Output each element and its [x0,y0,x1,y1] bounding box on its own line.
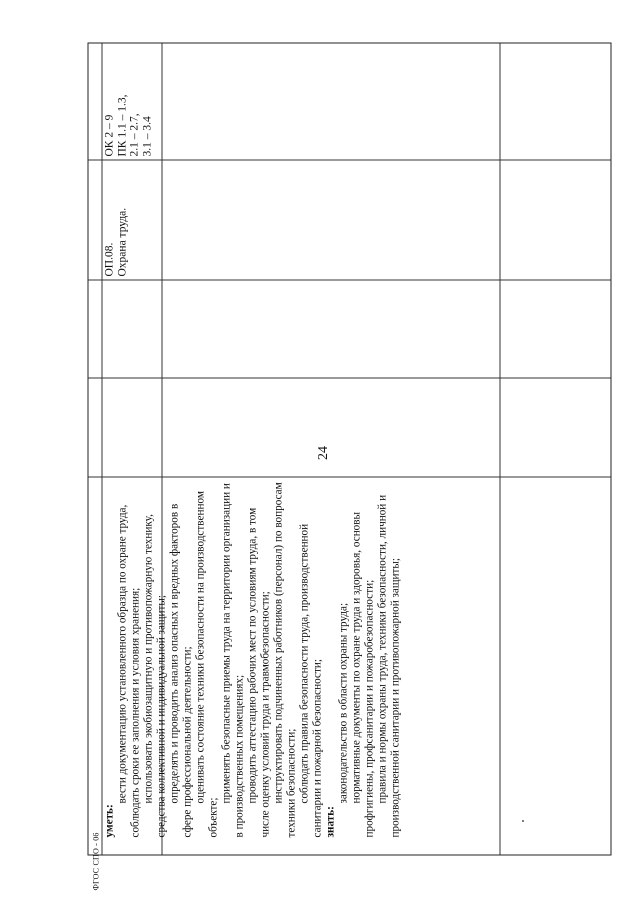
discipline-name: Охрана труда. [115,207,128,276]
table-divider [101,43,102,854]
page-number: 24 [316,446,331,460]
table-divider [88,476,610,477]
competency-line: ПК 1.1 – 1.3, [115,94,128,156]
knowledge-item: нормативные документы по охране труда и здоровья, основы профгигиены, профсанитарии и пожаробезопасности; [350,511,375,837]
footer-standard-label [91,827,101,897]
skill-item: применять безопасные приемы труда на территории организации и в производственных помещениях; [220,482,245,837]
footer-text: ФГОС СПО - 06 [91,832,101,891]
competency-line: 2.1 – 2.7, [128,112,140,156]
knowledge-label: знать: [324,805,336,837]
table-divider [88,159,610,160]
skill-item: оценивать состояние техники безопасности на производственном объекте; [194,490,219,837]
skill-item: инструктировать подчиненных работников (персонал) по вопросам техники безопасности; [272,481,297,837]
skill-item: вести документацию установленного образца по охране труда, соблюдать сроки ее заполнения и условия хранения; [116,504,141,837]
competencies-cell [103,44,153,156]
table-divider [88,279,610,280]
competency-line: 3.1 – 3.4 [140,115,153,156]
table-divider [88,377,610,378]
knowledge-item: законодательство в области охраны труда; [337,602,349,803]
discipline-cell [103,164,128,276]
skill-item: соблюдать правила безопасности труда, производственной санитарии и пожарной безопасности; [298,523,323,837]
skill-item: использовать экобиозащитную и противопожарную технику, средства коллективной и индивидуальной защиты; [142,513,167,837]
requirements-table [87,42,611,855]
skills-knowledge-cell [103,481,608,837]
competency-line: ОК 2 – 9 [103,114,115,156]
discipline-code: ОП.08. [103,242,115,276]
skill-item: определять и проводить анализ опасных и вредных факторов в сфере профессиональной деятельности; [168,503,193,837]
requirements-table-body [87,42,611,855]
skill-item: проводить аттестацию рабочих мест по условиям труда, в том числе оценку условий труда и травмобезопасности; [246,507,271,837]
skills-label: уметь: [103,803,115,837]
scan-speck [522,820,524,822]
knowledge-item: правила и нормы охраны труда, техники безопасности, личной и производственной санитарии и противопожарной защиты; [376,494,401,837]
